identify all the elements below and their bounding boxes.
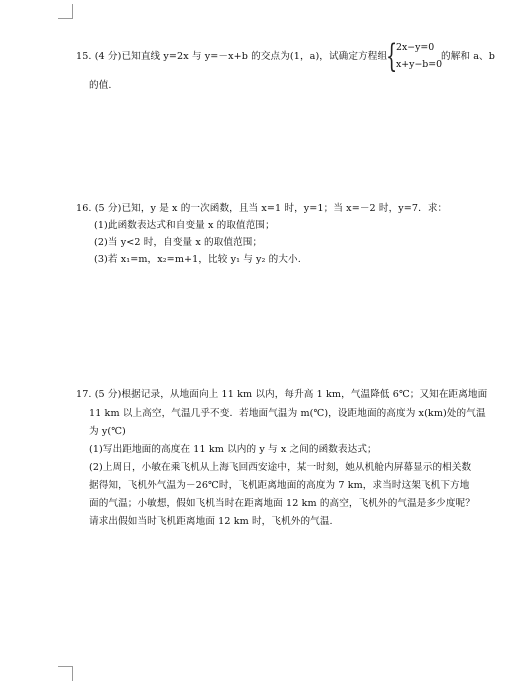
- q17-line5: (2)上周日，小敏在乘飞机从上海飞回西安途中，某一时刻，她从机舱内屏幕显示的相关数: [89, 462, 472, 473]
- q16-line1: 16. (5 分)已知，y 是 x 的一次函数，且当 x=1 时，y=1；当 x=－2 时，y=7．求：: [76, 203, 448, 214]
- q15-equation-2: x+y−b=0: [396, 59, 443, 70]
- q16-line3: (2)当 y<2 时，自变量 x 的取值范围；: [94, 237, 263, 248]
- page-corner-mark-top: [58, 4, 73, 19]
- q17-line6: 据得知，飞机外气温为－26℃时，飞机距离地面的高度为 7 km，求当时这架飞机下方地: [89, 480, 470, 491]
- q16-line4: (3)若 x₁=m，x₂=m+1，比较 y₁ 与 y₂ 的大小.: [94, 254, 301, 265]
- q15-line2: 的值.: [89, 80, 112, 91]
- q17-line1: 17. (5 分)根据记录，从地面向上 11 km 以内，每升高 1 km，气温降低 6℃；又知在距离地面: [76, 389, 488, 400]
- q17-line3: 为 y(℃): [89, 426, 126, 437]
- q15-line1-before: 15. (4 分)已知直线 y=2x 与 y=－x+b 的交点为(1，a)，试确定方程组: [76, 51, 388, 62]
- q17-line8: 请求出假如当时飞机距离地面 12 km 时，飞机外的气温.: [89, 516, 333, 527]
- q17-line7: 面的气温；小敏想，假如飞机当时在距离地面 12 km 的高空，飞机外的气温是多少度呢？: [89, 498, 475, 509]
- q17-line2: 11 km 以上高空，气温几乎不变．若地面气温为 m(℃)，设距地面的高度为 x(km)处的气温: [89, 408, 486, 419]
- page-corner-mark-bottom: [58, 666, 73, 681]
- q17-line4: (1)写出距地面的高度在 11 km 以内的 y 与 x 之间的函数表达式；: [89, 444, 377, 455]
- q15-line1-after: 的解和 a、b: [441, 51, 495, 62]
- q15-equation-system: [386, 37, 446, 75]
- q15-equation-1: 2x−y=0: [396, 42, 435, 53]
- brace-symbol: {: [386, 37, 398, 75]
- q16-line2: (1)此函数表达式和自变量 x 的取值范围；: [94, 220, 275, 231]
